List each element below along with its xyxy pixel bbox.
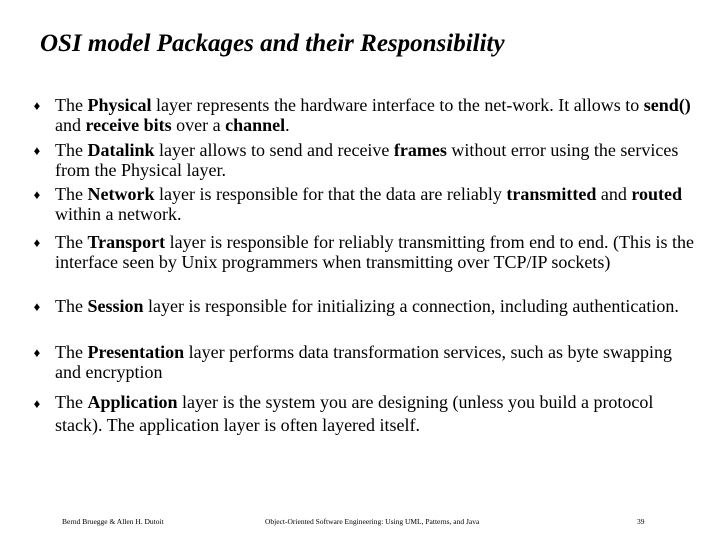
bullet-text-network	[55, 184, 695, 224]
bold-term: frames	[393, 140, 447, 160]
diamond-bullet-icon: ♦	[33, 235, 41, 250]
text-segment: layer is the system you are designing (unless you build a protocol stack). The application layer is often layered itself.	[55, 392, 654, 435]
footer-book-title: Object-Oriented Software Engineering: Using UML, Patterns, and Java	[265, 517, 480, 526]
text-segment: layer allows to send and receive	[154, 140, 394, 160]
diamond-bullet-icon: ♦	[33, 396, 41, 411]
bold-term: receive bits	[85, 115, 172, 135]
bullet-text-transport	[55, 232, 695, 272]
bold-term: channel	[225, 115, 286, 135]
text-segment: The	[55, 184, 88, 204]
bullet-text-application	[55, 391, 695, 437]
text-segment: The	[55, 140, 88, 160]
text-segment: .	[285, 115, 290, 135]
text-segment: without error using the services from the Physical layer.	[55, 140, 679, 180]
bold-term: Physical	[87, 95, 152, 115]
text-segment: The	[55, 342, 88, 362]
text-segment: layer represents the hardware interface to the net-work. It allows to	[151, 95, 644, 115]
text-segment: over a	[171, 115, 226, 135]
text-segment: and	[596, 184, 632, 204]
bullet-text-presentation	[55, 342, 695, 382]
bold-term: Network	[87, 184, 155, 204]
diamond-bullet-icon: ♦	[33, 345, 41, 360]
bold-term: transmitted	[506, 184, 597, 204]
text-segment: The	[55, 232, 88, 252]
text-segment: layer is responsible for reliably transmitting from end to end. (This is the interface seen by Unix programmers when transmitting over TCP/IP sockets)	[55, 232, 695, 272]
bold-term: Application	[87, 392, 178, 412]
text-segment: and	[55, 115, 86, 135]
bold-term: send()	[643, 95, 691, 115]
bullet-text-physical	[55, 95, 695, 135]
text-segment: layer is responsible for initializing a connection, including authentication.	[143, 296, 679, 316]
bold-term: routed	[631, 184, 682, 204]
text-segment: within a network.	[55, 204, 182, 224]
footer-authors: Bernd Bruegge & Allen H. Dutoit	[62, 517, 164, 526]
diamond-bullet-icon: ♦	[33, 98, 41, 113]
bold-term: Presentation	[87, 342, 185, 362]
diamond-bullet-icon: ♦	[33, 299, 41, 314]
bold-term: Transport	[87, 232, 166, 252]
footer-page-number: 39	[637, 517, 645, 526]
text-segment: The	[55, 95, 88, 115]
bold-term: Datalink	[87, 140, 155, 160]
bullet-text-datalink	[55, 140, 695, 180]
bold-term: Session	[87, 296, 144, 316]
text-segment: The	[55, 392, 88, 412]
bullet-text-session	[55, 296, 695, 316]
text-segment: layer performs data transformation services, such as byte swapping and encryption	[55, 342, 672, 382]
diamond-bullet-icon: ♦	[33, 143, 41, 158]
text-segment: The	[55, 296, 88, 316]
slide-title: OSI model Packages and their Responsibility	[40, 30, 505, 57]
text-segment: layer is responsible for that the data are reliably	[154, 184, 507, 204]
diamond-bullet-icon: ♦	[33, 187, 41, 202]
